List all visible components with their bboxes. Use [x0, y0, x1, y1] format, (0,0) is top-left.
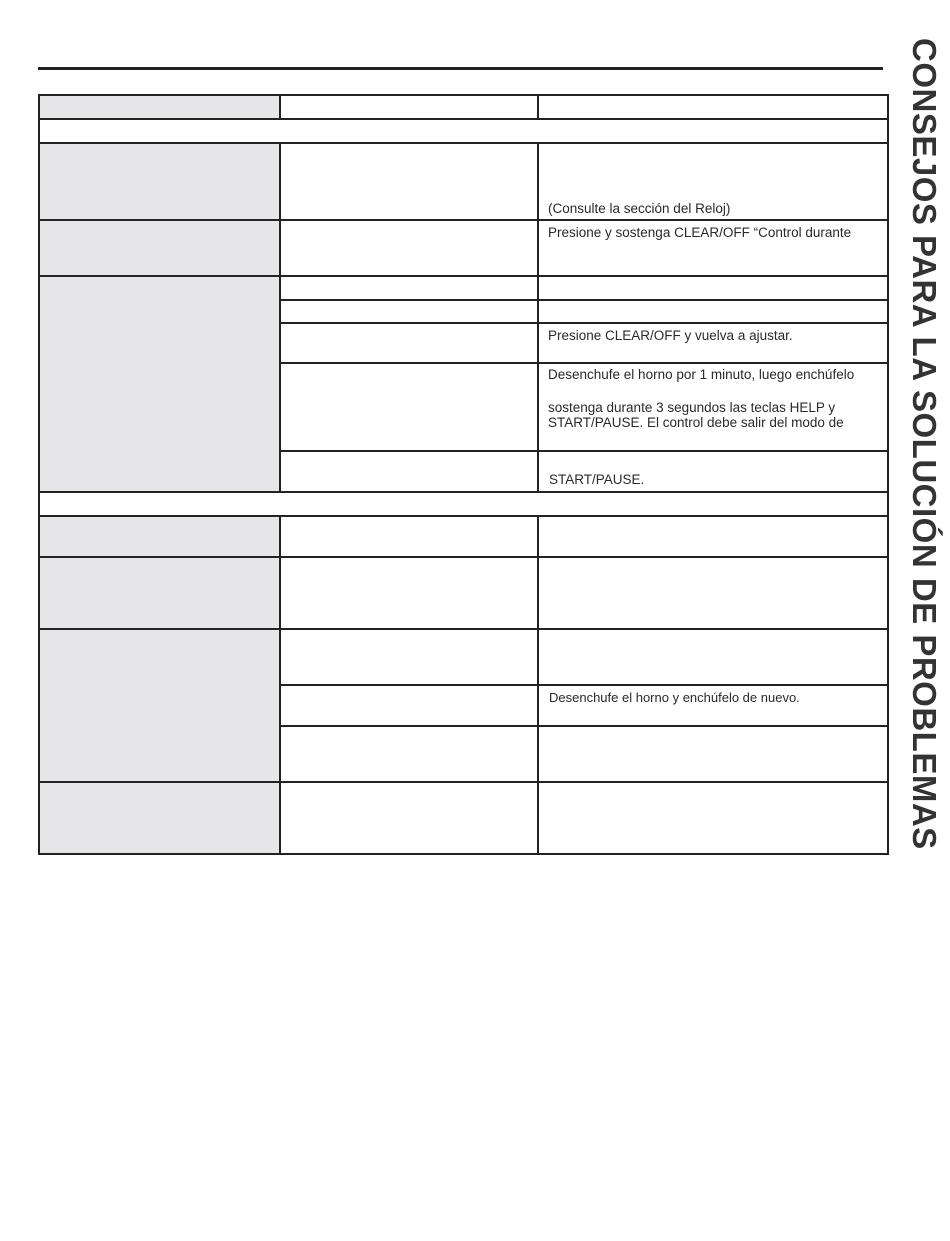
table-vline	[279, 515, 281, 855]
table-hline	[38, 628, 889, 630]
table-vline	[887, 94, 889, 855]
top-rule	[38, 67, 883, 70]
table-hline	[279, 322, 889, 324]
table-vline	[279, 94, 281, 120]
table-hline	[38, 781, 889, 783]
cell-unplug-line-2: sostenga durante 3 segundos las teclas HELP y	[548, 400, 836, 415]
table-vline	[537, 515, 539, 855]
table-hline	[38, 219, 889, 221]
table-hline	[38, 118, 889, 120]
cell-unplug-line-3: START/PAUSE. El control debe salir del modo de	[548, 415, 844, 430]
table-vline	[38, 94, 40, 855]
table-hline	[279, 299, 889, 301]
shaded-cell	[40, 558, 279, 628]
shaded-cell	[40, 630, 279, 781]
table-hline	[38, 94, 889, 96]
table-hline	[279, 362, 889, 364]
page-side-title: CONSEJOS PARA LA SOLUCIÓN DE PROBLEMAS	[906, 38, 943, 850]
table-vline	[279, 142, 281, 493]
table-hline	[38, 556, 889, 558]
shaded-cell	[40, 277, 279, 491]
table-hline	[38, 142, 889, 144]
cell-unplug-line-1: Desenchufe el horno por 1 minuto, luego enchúfelo	[548, 367, 855, 382]
table-hline	[38, 853, 889, 855]
cell-start-pause: START/PAUSE.	[549, 472, 645, 487]
shaded-cell	[40, 221, 279, 275]
table-hline	[38, 275, 889, 277]
table-vline	[537, 94, 539, 120]
table-hline	[279, 725, 889, 727]
cell-clock-reference: (Consulte la sección del Reloj)	[548, 201, 731, 216]
cell-control-lock: Presione y sostenga CLEAR/OFF “Control durante	[548, 225, 852, 240]
cell-clear-reset: Presione CLEAR/OFF y vuelva a ajustar.	[548, 328, 793, 343]
shaded-cell	[40, 517, 279, 556]
table-hline	[279, 684, 889, 686]
shaded-cell	[40, 783, 279, 853]
shaded-cell	[40, 144, 279, 219]
table-vline	[537, 142, 539, 493]
table-hline	[38, 491, 889, 493]
table-hline	[279, 450, 889, 452]
table-hline	[38, 515, 889, 517]
shaded-cell	[40, 96, 279, 118]
cell-unplug-replug: Desenchufe el horno y enchúfelo de nuevo.	[549, 690, 800, 705]
